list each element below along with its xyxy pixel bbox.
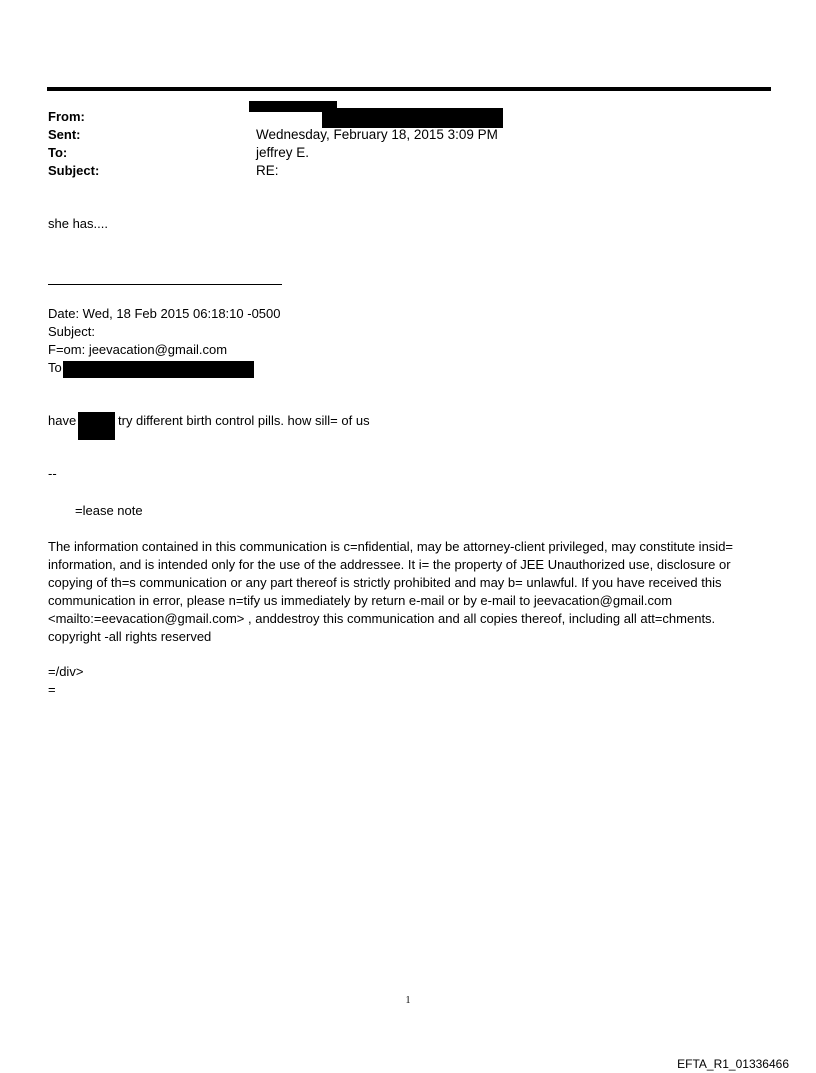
closing-equals: = [48, 682, 56, 697]
header-rule [47, 87, 771, 91]
quoted-from: F=om: jeevacation@gmail.com [48, 342, 228, 357]
to-redaction [63, 361, 254, 378]
subject-label: Subject: [48, 163, 100, 178]
quote-separator [48, 284, 282, 285]
from-redaction [322, 108, 503, 128]
sent-value: Wednesday, February 18, 2015 3:09 PM [256, 127, 498, 142]
to-label: To: [48, 145, 68, 160]
quoted-to-prefix: To [48, 360, 62, 375]
quoted-message-start: have [48, 413, 77, 428]
disclaimer-paragraph: The information contained in this communication is c=nfidential, may be attorney-client privileged, may constitute insid= information, and is intended only for the use of the addressee. It i= the property of JEE Unauthorized use, disclosure or copying of th=s communication or any part thereof is strictly prohibited and may b= unlawful. If you have received this communication in error, please n=tify us immediately by return e-mail or by e-mail to jeevacation@gmail.com <mailto:=eevacation@gmail.com> , anddestroy this communication and all copies thereof, including all att=chments. copyright -all rights reserved [48, 539, 734, 644]
please-note: =lease note [75, 503, 143, 518]
name-redaction [78, 412, 115, 440]
quoted-message-rest: try different birth control pills. how sill= of us [118, 413, 370, 428]
document-id: EFTA_R1_01336466 [677, 1057, 789, 1071]
subject-value: RE: [256, 163, 279, 178]
signature-dashes: -- [48, 466, 57, 481]
to-value: jeffrey E. [256, 145, 310, 160]
quoted-to [48, 359, 62, 377]
reply-text: she has.... [48, 216, 108, 231]
closing-div-text: =/div> [48, 664, 84, 679]
page-number: 1 [405, 995, 411, 1006]
quoted-date: Date: Wed, 18 Feb 2015 06:18:10 -0500 [48, 306, 281, 321]
from-label: From: [48, 109, 85, 124]
quoted-subject: Subject: [48, 324, 95, 339]
sent-label: Sent: [48, 127, 81, 142]
